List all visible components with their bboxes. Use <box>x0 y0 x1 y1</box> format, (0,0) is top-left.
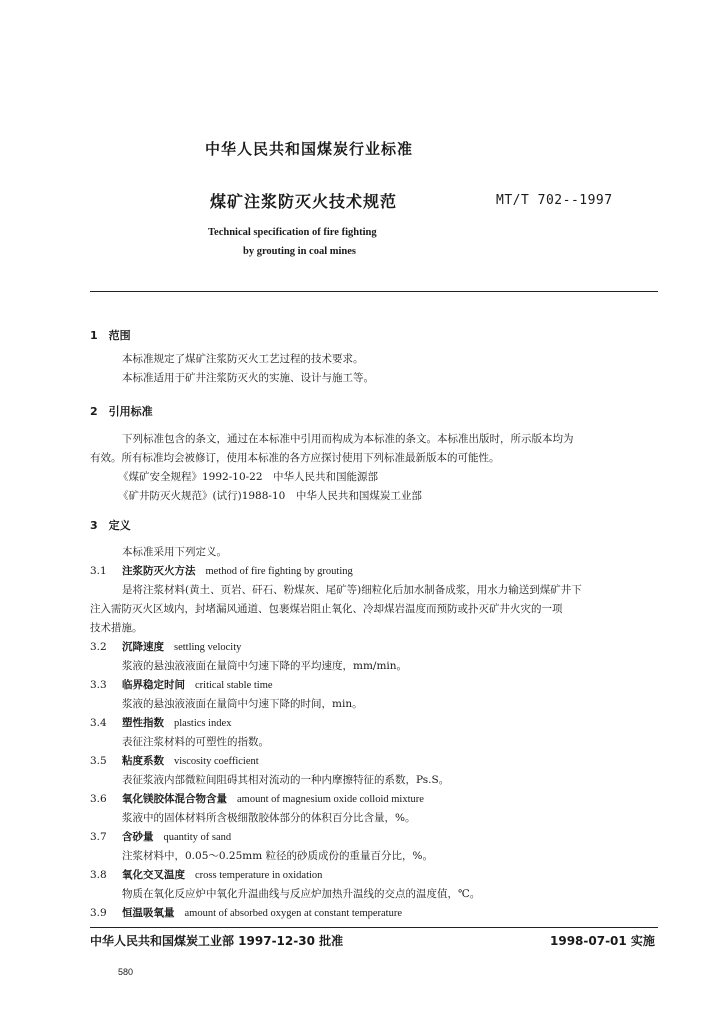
bottom-divider <box>90 927 658 928</box>
definition-english-term: amount of magnesium oxide colloid mixture <box>237 794 424 805</box>
definition-english-term: plastics index <box>174 718 232 729</box>
definition-number: 3.8 <box>90 869 107 881</box>
definition-term: 注浆防灭火方法 <box>122 565 196 577</box>
definition-english-term: settling velocity <box>174 642 242 653</box>
section-1-heading: 1 范围 <box>90 329 131 342</box>
definition-number: 3.2 <box>90 641 107 653</box>
definition-3-4-desc: 表征注浆材料的可塑性的指数。 <box>122 736 269 748</box>
definition-english-term: critical stable time <box>195 680 273 691</box>
definition-3-4 <box>90 714 582 733</box>
definition-3-6 <box>90 790 582 809</box>
definition-3-7-desc: 注浆材料中，0.05～0.25mm 粒径的砂质成份的重量百分比，%。 <box>122 850 433 862</box>
definition-3-3 <box>90 676 582 695</box>
definition-term: 临界稳定时间 <box>122 679 185 691</box>
definition-number: 3.6 <box>90 793 107 805</box>
effective-date: 1998-07-01 实施 <box>550 934 655 948</box>
definition-number: 3.9 <box>90 907 107 919</box>
english-title-line-1: Technical specification of fire fighting <box>208 227 377 238</box>
definition-3-2-desc: 浆液的悬浊液液面在量筒中匀速下降的平均速度，mm/min。 <box>122 660 408 672</box>
definition-3-1-desc-line-1: 是将注浆材料(黄土、页岩、矸石、粉煤灰、尾矿等)细粒化后加水制备成浆，用水力输送到煤矿井下 <box>122 584 582 596</box>
page-number: 580 <box>118 967 134 977</box>
section-3-intro: 本标准采用下列定义。 <box>122 546 227 558</box>
section-2-paragraph-line-1: 下列标准包含的条文，通过在本标准中引用而构成为本标准的条文。本标准出版时，所示版本均为 <box>122 433 574 445</box>
definition-3-7 <box>90 828 582 847</box>
definition-3-5-desc: 表征浆液内部微粒间阻碍其相对流动的一种内摩擦特征的系数，Ps.S。 <box>122 774 450 786</box>
definition-3-3-desc: 浆液的悬浊液液面在量筒中匀速下降的时间，min。 <box>122 698 363 710</box>
definition-number: 3.3 <box>90 679 107 691</box>
section-2-body <box>90 430 574 506</box>
definition-term: 含砂量 <box>122 831 154 843</box>
section-2-heading: 2 引用标准 <box>90 405 153 418</box>
definition-term: 粘度系数 <box>122 755 164 767</box>
approval-line: 中华人民共和国煤炭工业部 1997-12-30 批准 <box>90 934 344 948</box>
definition-3-8-desc: 物质在氧化反应炉中氧化升温曲线与反应炉加热升温线的交点的温度值，℃。 <box>122 888 481 900</box>
section-3-heading: 3 定义 <box>90 519 131 532</box>
standard-number: MT/T 702--1997 <box>496 193 613 208</box>
definition-term: 氧化交叉温度 <box>122 869 185 881</box>
english-title-line-2: by grouting in coal mines <box>243 246 356 257</box>
definition-english-term: cross temperature in oxidation <box>195 870 323 881</box>
definition-3-9 <box>90 904 582 923</box>
section-1-paragraph-2: 本标准适用于矿井注浆防灭火的实施、设计与施工等。 <box>122 372 374 384</box>
doc-title: 煤矿注浆防灭火技术规范 <box>210 192 398 211</box>
definition-3-1 <box>90 562 582 581</box>
definition-3-8 <box>90 866 582 885</box>
definition-term: 沉降速度 <box>122 641 164 653</box>
section-2-paragraph-line-2: 有效。所有标准均会被修订，使用本标准的各方应探讨使用下列标准最新版本的可能性。 <box>90 452 500 464</box>
org-title: 中华人民共和国煤炭行业标准 <box>205 140 414 158</box>
definition-english-term: amount of absorbed oxygen at constant temperature <box>184 908 403 919</box>
definition-number: 3.5 <box>90 755 107 767</box>
reference-2: 《矿井防灭火规范》(试行)1988-10 中华人民共和国煤炭工业部 <box>118 490 422 502</box>
definition-term: 塑性指数 <box>122 717 164 729</box>
definition-3-5 <box>90 752 582 771</box>
definition-3-6-desc: 浆液中的固体材料所含极细散胶体部分的体积百分比含量，%。 <box>122 812 416 824</box>
top-divider <box>90 291 658 292</box>
definition-english-term: method of fire fighting by grouting <box>205 566 353 577</box>
definition-3-2 <box>90 638 582 657</box>
definition-term: 恒温吸氧量 <box>122 907 175 919</box>
definition-number: 3.7 <box>90 831 107 843</box>
definition-number: 3.1 <box>90 565 107 577</box>
reference-1: 《煤矿安全规程》1992-10-22 中华人民共和国能源部 <box>118 471 379 483</box>
section-3-body <box>90 543 582 923</box>
definition-english-term: quantity of sand <box>163 832 232 843</box>
section-1-paragraph-1: 本标准规定了煤矿注浆防灭火工艺过程的技术要求。 <box>122 353 364 365</box>
definition-number: 3.4 <box>90 717 107 729</box>
definition-3-1-desc-line-3: 技术措施。 <box>90 622 143 634</box>
definition-term: 氧化镁胶体混合物含量 <box>122 793 227 805</box>
definition-english-term: viscosity coefficient <box>174 756 259 767</box>
definition-3-1-desc-line-2: 注入需防灭火区域内，封堵漏风通道、包裹煤岩阻止氧化、冷却煤岩温度而预防或扑灭矿井火灾的一项 <box>90 603 563 615</box>
section-1-body <box>122 350 374 388</box>
